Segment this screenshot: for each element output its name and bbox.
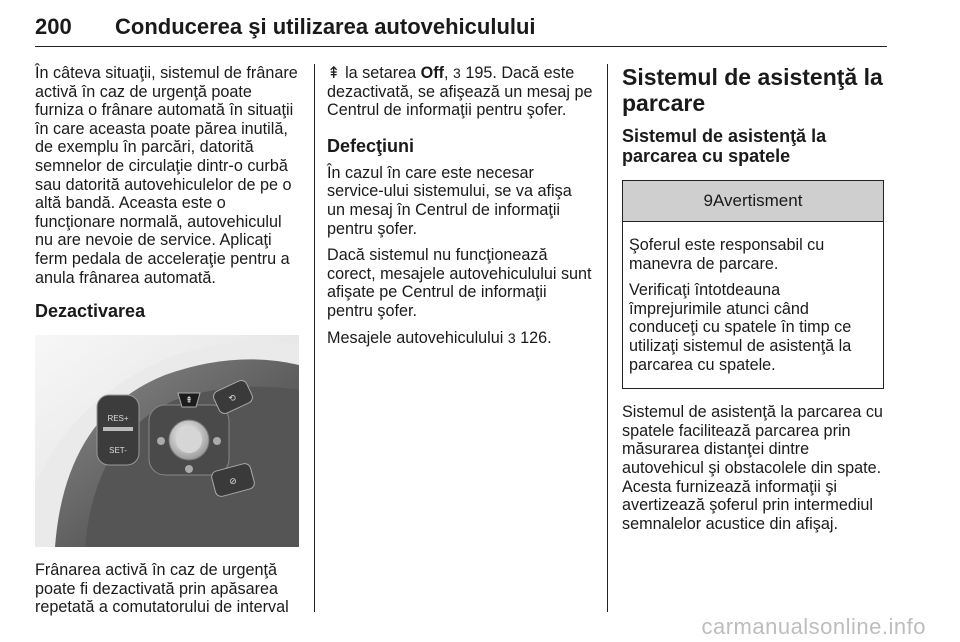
column-divider [607,64,608,612]
page-reference-icon: 3 [453,65,461,81]
column-middle [327,64,593,355]
column-divider [314,64,315,612]
warning-label: Avertisment [713,191,803,210]
paragraph: Sistemul de asistenţă la parcarea cu spatele facilitează parcarea prin măsurarea distanţei dintre autovehicul şi obstacolele din spate. Acesta furnizează informaţii şi avertizează şoferul prin intermediul semnalelor acustice din afişaj. [622,403,883,533]
steering-wheel-controls-image [35,335,299,547]
warning-body [623,222,883,388]
warning-text: Şoferul este responsabil cu manevra de parcare. [629,236,825,273]
page-header [35,8,887,47]
warning-box [622,180,884,389]
section-title: Sistemul de asistenţă la parcare [622,64,883,116]
warning-icon: 9 [703,191,713,210]
page-reference-icon: 3 [507,329,516,346]
column-left [35,64,303,625]
column-right [622,64,887,541]
watermark: carmanualsonline.info [701,614,926,639]
section-heading: Defecţiuni [327,135,415,156]
res-plus-label: RES+ [107,414,129,424]
paragraph: Dacă sistemul nu funcţionează corect, mesajele autovehiculului sunt afişate pe Centrul de informaţii pentru şofer. [327,246,592,320]
range-switch-icon: ⇞ [185,396,193,407]
page-title: Conducerea şi utilizarea autovehiculului [115,14,536,39]
page-number: 200 [35,14,72,39]
section-heading: Dezactivarea [35,301,146,322]
warning-header [623,181,883,222]
paragraph: Mesajele autovehiculului 3 126. [327,328,552,347]
limiter-icon: ⟲ [228,394,236,405]
paragraph: Frânarea activă în caz de urgenţă poate fi dezactivată prin apăsarea repetată a comutatorului de interval [35,561,289,617]
set-minus-label: SET- [109,446,127,456]
cancel-icon: ⊘ [229,477,237,488]
subsection-title: Sistemul de asistenţă la parcarea cu spatele [622,126,827,166]
paragraph: În cazul în care este necesar service-ului sistemului, se va afişa un mesaj în Centrul de informaţii pentru şofer. [327,163,572,238]
paragraph: În câteva situaţii, sistemul de frânare activă în caz de urgenţă poate furniza o frânare automată în situaţii în care aceasta poate părea inutilă, de exemplu în parcări, datorită semnelor de circulaţie dintr-o curbă sau datorită autovehiculelor de pe o altă bandă. Aceasta este o funcţionare normală, autovehiculul nu are nevoie de service. Aplicaţi ferm pedala de acceleraţie pentru a anula frânarea automată. [35,64,298,287]
range-switch-icon: ⇞ [327,64,341,82]
setting-off: Off [420,64,445,82]
warning-text: Verificaţi întotdeauna împrejurimile atunci când conduceţi cu spatele în timp ce utilizaţi sistemul de asistenţă la parcarea cu spatele. [629,281,852,374]
paragraph: ⇞ la setarea Off, 3 195. Dacă este dezactivată, se afişează un mesaj pe Centrul de informaţii pentru şofer. [327,64,593,120]
